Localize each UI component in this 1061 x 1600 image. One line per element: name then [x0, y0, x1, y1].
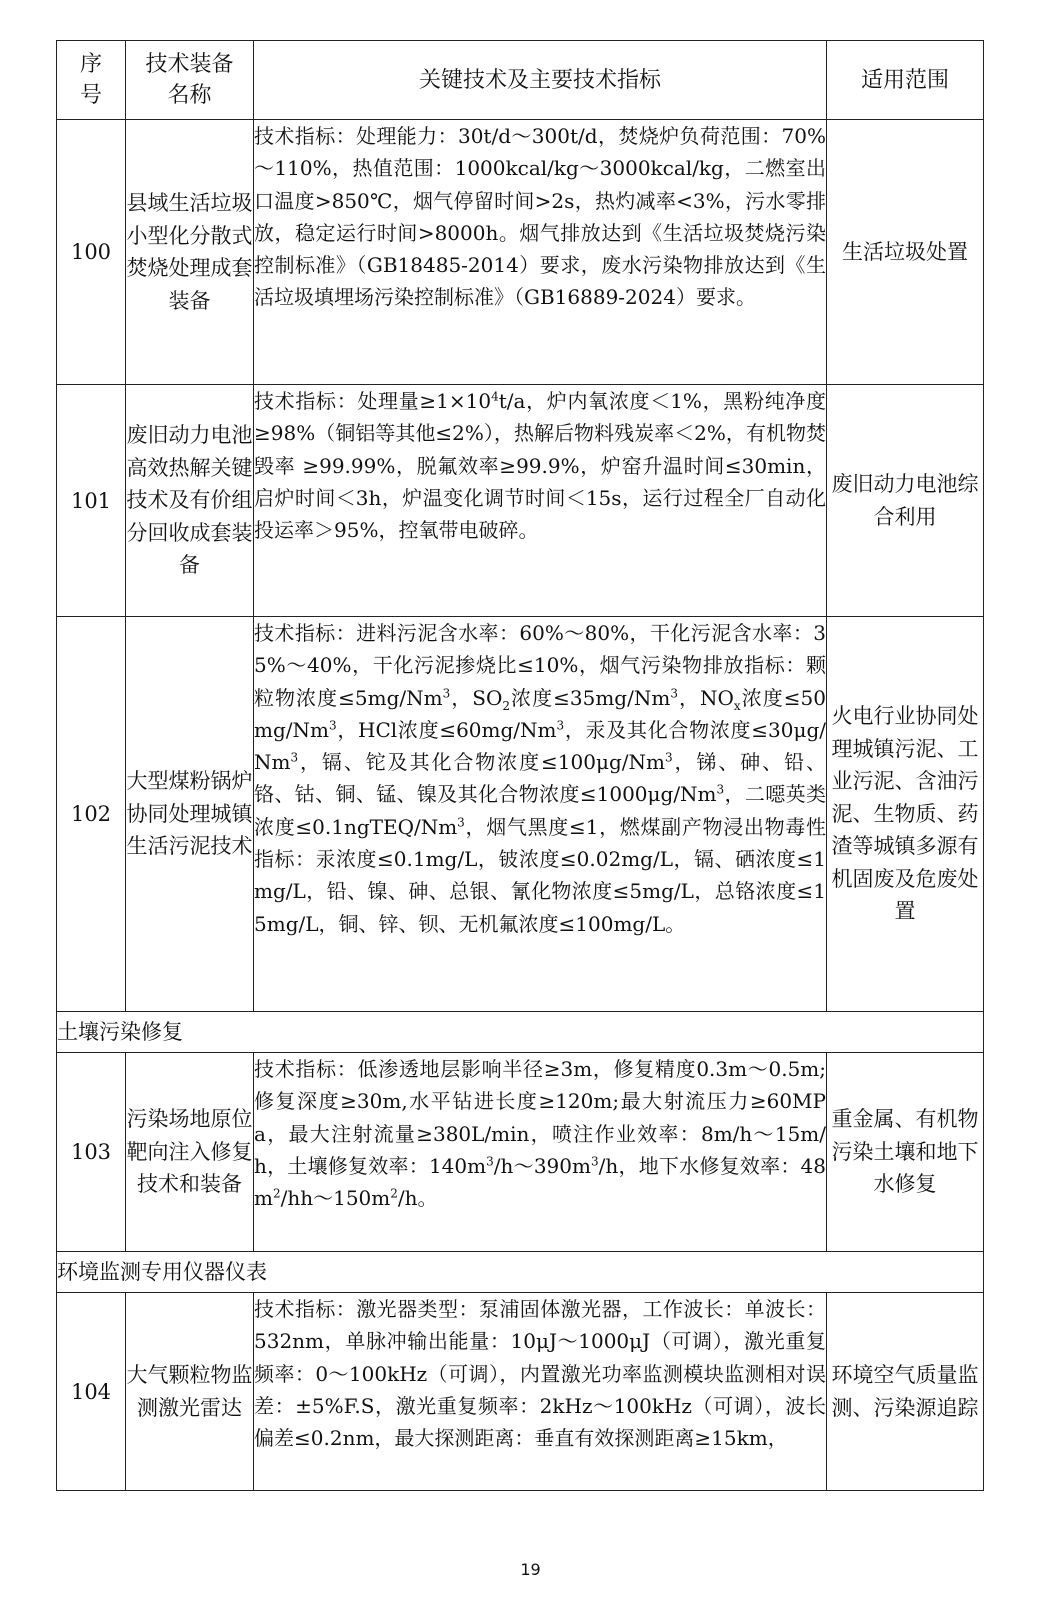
row-number: 103 — [57, 1053, 126, 1252]
header-scope: 适用范围 — [827, 41, 984, 120]
applicable-scope: 废旧动力电池综合利用 — [827, 385, 984, 617]
section-title-environmental-monitoring: 环境监测专用仪器仪表 — [57, 1252, 984, 1293]
row-number: 104 — [57, 1293, 126, 1491]
row-number: 102 — [57, 617, 126, 1012]
equipment-name: 大型煤粉锅炉协同处理城镇生活污泥技术 — [126, 617, 254, 1012]
equipment-name: 废旧动力电池高效热解关键技术及有价组分回收成套装备 — [126, 385, 254, 617]
equipment-name: 县域生活垃圾小型化分散式焚烧处理成套装备 — [126, 120, 254, 385]
section-title-soil-remediation: 土壤污染修复 — [57, 1012, 984, 1053]
technical-specs: 技术指标：处理能力：30t/d～300t/d，焚烧炉负荷范围：70%～110%，热值范围：1000kcal/kg～3000kcal/kg，二燃室出口温度>850℃，烟气停留时间>2s，热灼减率<3%，污水零排放，稳定运行时间>8000h。烟气排放达到《生活垃圾焚烧污染控制标准》（GB18485-2014）要求，废水污染物排放达到《生活垃圾填埋场污染控制标准》（GB16889-2024）要求。 — [254, 120, 827, 385]
applicable-scope: 火电行业协同处理城镇污泥、工业污泥、含油污泥、生物质、药渣等城镇多源有机固废及危废处置 — [827, 617, 984, 1012]
equipment-name: 污染场地原位靶向注入修复技术和装备 — [126, 1053, 254, 1252]
technical-specs: 技术指标：低渗透地层影响半径≥3m，修复精度0.3m～0.5m;修复深度≥30m,水平钻进长度≥120m;最大射流压力≥60MPa，最大注射流量≥380L/min，喷注作业效率：8m/h～15m/h，土壤修复效率：$140m^3/h\sim 390m^3/h$，地下水修复效率：$48m^2/hh\sim 150m^2/h$。 — [254, 1053, 827, 1252]
header-tech: 关键技术及主要技术指标 — [254, 41, 827, 120]
header-name: 技术装备名称 — [126, 41, 254, 120]
table-row — [57, 120, 984, 385]
table-row — [57, 385, 984, 617]
applicable-scope: 生活垃圾处置 — [827, 120, 984, 385]
page-number: 19 — [520, 1560, 541, 1579]
table-row — [57, 1053, 984, 1252]
applicable-scope: 重金属、有机物污染土壤和地下水修复 — [827, 1053, 984, 1252]
applicable-scope: 环境空气质量监测、污染源追踪 — [827, 1293, 984, 1491]
row-number: 100 — [57, 120, 126, 385]
table-header-row — [57, 41, 984, 120]
equipment-name: 大气颗粒物监测激光雷达 — [126, 1293, 254, 1491]
section-row-soil — [57, 1012, 984, 1053]
technical-specs: 技术指标：进料污泥含水率：60%～80%，干化污泥含水率：35%～40%，干化污泥掺烧比≤10%，烟气污染物排放指标：颗粒物浓度$\le 5mg/Nm^3$，$SO_2$浓度$\le 35mg/Nm^3$，$NO_x$浓度$\le 50mg/Nm^3$，HCl浓度$\le 60mg/Nm^3$，汞及其化合物浓度$\le 30\mu g/Nm^3$，镉、铊及其化合物浓度$\le 100\mu g/Nm^3$，锑、砷、铅、铬、钴、铜、锰、镍及其化合物浓度$\le 1000\mu g/Nm^3$，二噁英类浓度$\le 0.1ngTEQ/Nm^3$，烟气黑度≤1，燃煤副产物浸出物毒性指标：汞浓度≤0.1mg/L，铍浓度≤0.02mg/L，镉、硒浓度≤1mg/L，铅、镍、砷、总银、氰化物浓度≤5mg/L，总铬浓度≤15mg/L，铜、锌、钡、无机氟浓度≤100mg/L。 — [254, 617, 827, 1012]
table-row — [57, 1293, 984, 1491]
section-row-monitoring — [57, 1252, 984, 1293]
technical-specs: 技术指标：处理量$\ge 1\times 10^4t/a$，炉内氧浓度＜1%，黑粉纯净度≥98%（铜铝等其他≤2%），热解后物料残炭率＜2%，有机物焚毁率 ≥99.99%，脱氟效率≥99.9%，炉窑升温时间≤30min，启炉时间＜3h，炉温变化调节时间＜15s，运行过程全厂自动化投运率＞95%，控氧带电破碎。 — [254, 385, 827, 617]
row-number: 101 — [57, 385, 126, 617]
table-row — [57, 617, 984, 1012]
header-no: 序号 — [57, 41, 126, 120]
equipment-table — [56, 40, 984, 1491]
technical-specs: 技术指标：激光器类型：泵浦固体激光器，工作波长：单波长：532nm，单脉冲输出能量：10μJ～1000μJ（可调），激光重复频率：0～100kHz（可调），内置激光功率监测模块监测相对误差：±5%F.S，激光重复频率：2kHz～100kHz（可调），波长偏差≤0.2nm，最大探测距离：垂直有效探测距离≥15km， — [254, 1293, 827, 1491]
